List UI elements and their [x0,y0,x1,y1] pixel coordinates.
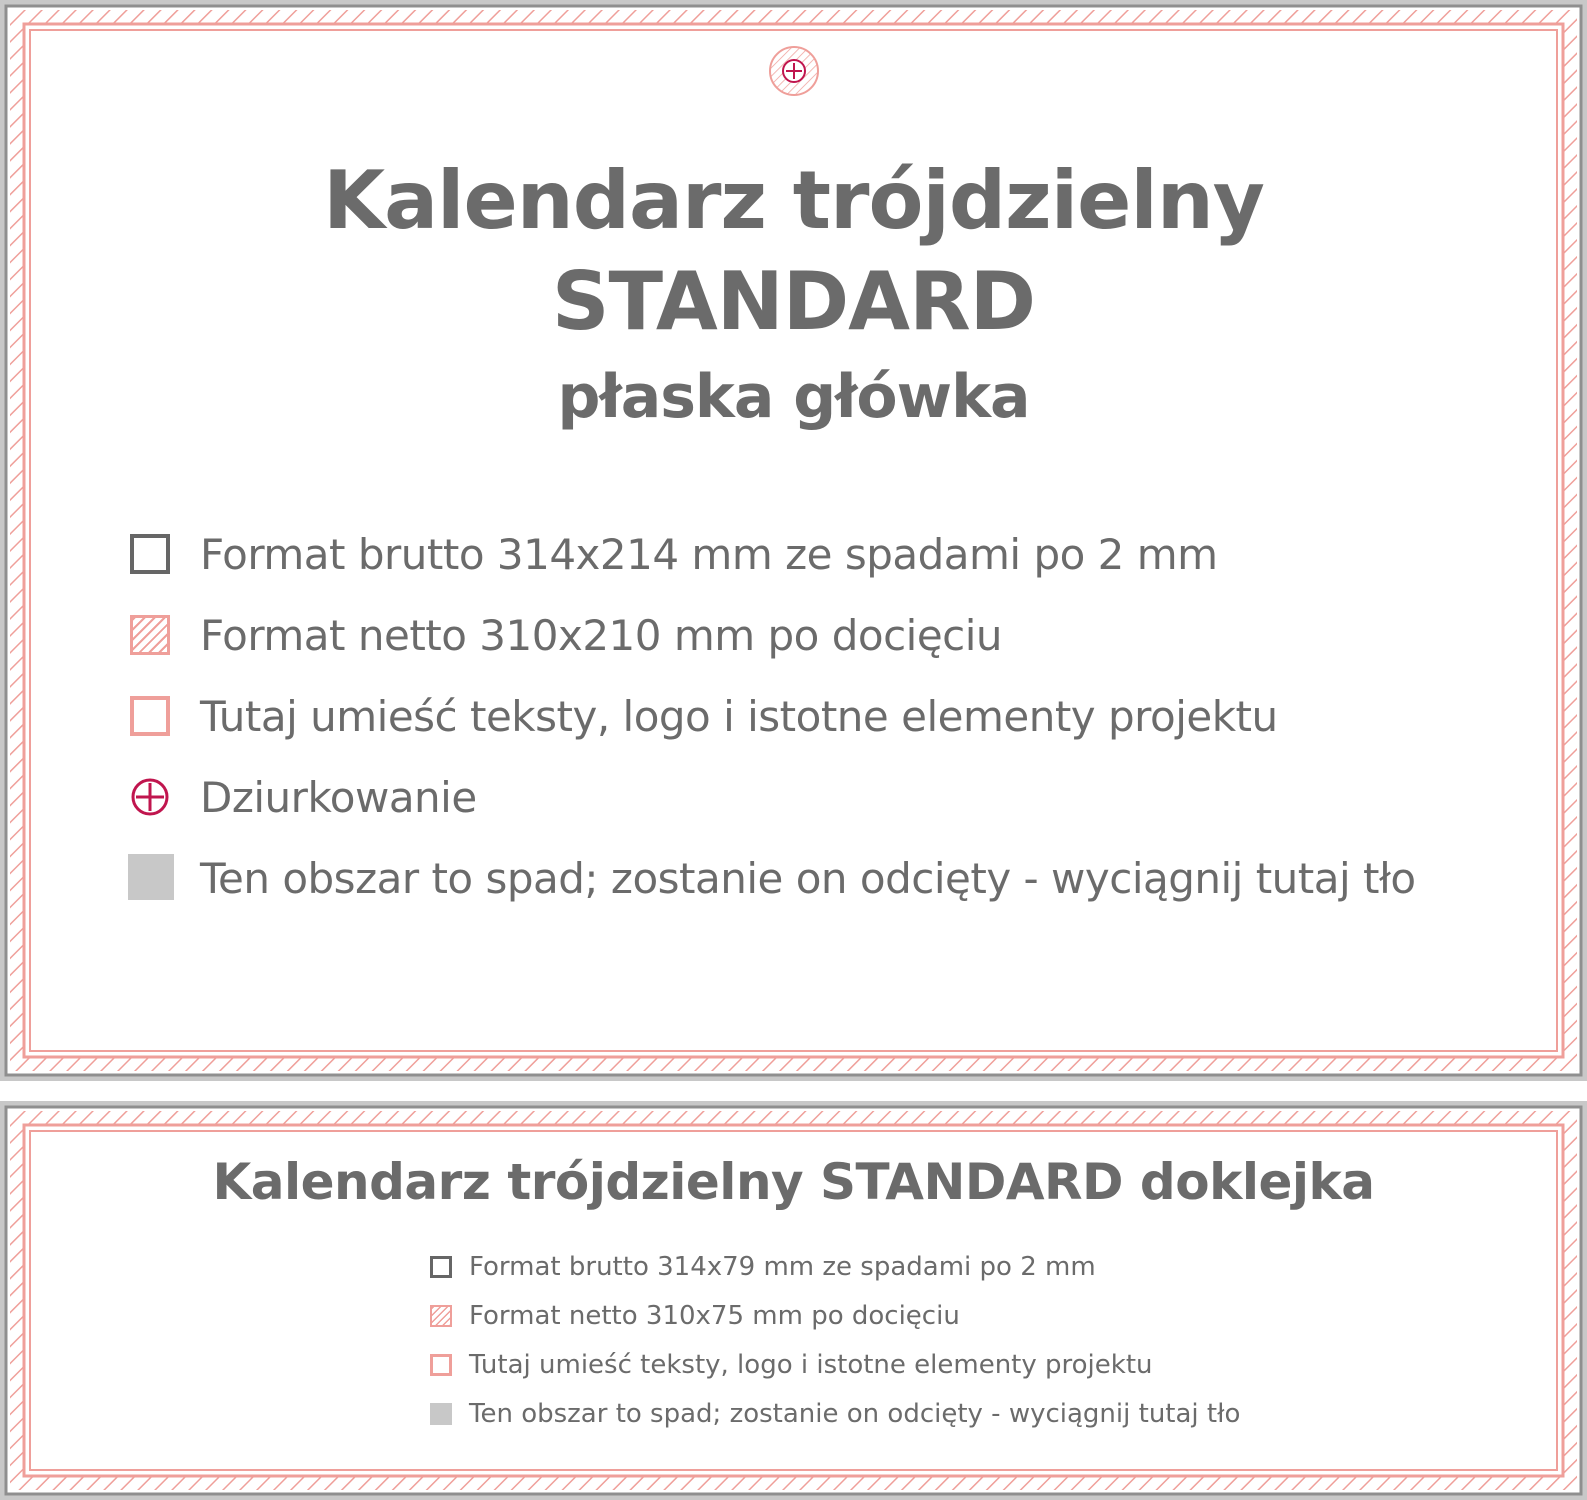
square-outline-gray-icon [130,534,170,574]
square-outline-pink-icon [130,696,170,736]
calendar-sticker-template [0,1101,1587,1500]
punch-hole-mark-icon [768,45,820,97]
page-title: Kalendarz trójdzielny [323,154,1264,247]
hatched-square-icon [430,1305,452,1327]
page-subtitle: płaska główka [557,362,1030,432]
legend-label: Ten obszar to spad; zostanie on odcięty - wyciągnij tutaj tło [200,854,1416,903]
legend-label: Format netto 310x210 mm po docięciu [200,611,1003,660]
solid-gray-square-icon [430,1403,452,1425]
solid-gray-square-icon [128,854,174,900]
square-outline-pink-icon [430,1354,452,1376]
legend-label: Format brutto 314x79 mm ze spadami po 2 mm [469,1252,1096,1282]
legend-label: Ten obszar to spad; zostanie on odcięty - wyciągnij tutaj tło [469,1399,1241,1429]
legend-label: Format brutto 314x214 mm ze spadami po 2 mm [200,530,1218,579]
legend-label: Dziurkowanie [200,773,477,822]
page-title-model: STANDARD [551,255,1036,348]
hatched-square-icon [130,615,170,655]
legend-label: Tutaj umieść teksty, logo i istotne elementy projektu [469,1350,1153,1380]
legend-label: Tutaj umieść teksty, logo i istotne elementy projektu [200,692,1278,741]
punch-hole-icon [130,777,170,817]
legend-label: Format netto 310x75 mm po docięciu [469,1301,960,1331]
sticker-title: Kalendarz trójdzielny STANDARD doklejka [212,1153,1375,1211]
square-outline-gray-icon [430,1256,452,1278]
